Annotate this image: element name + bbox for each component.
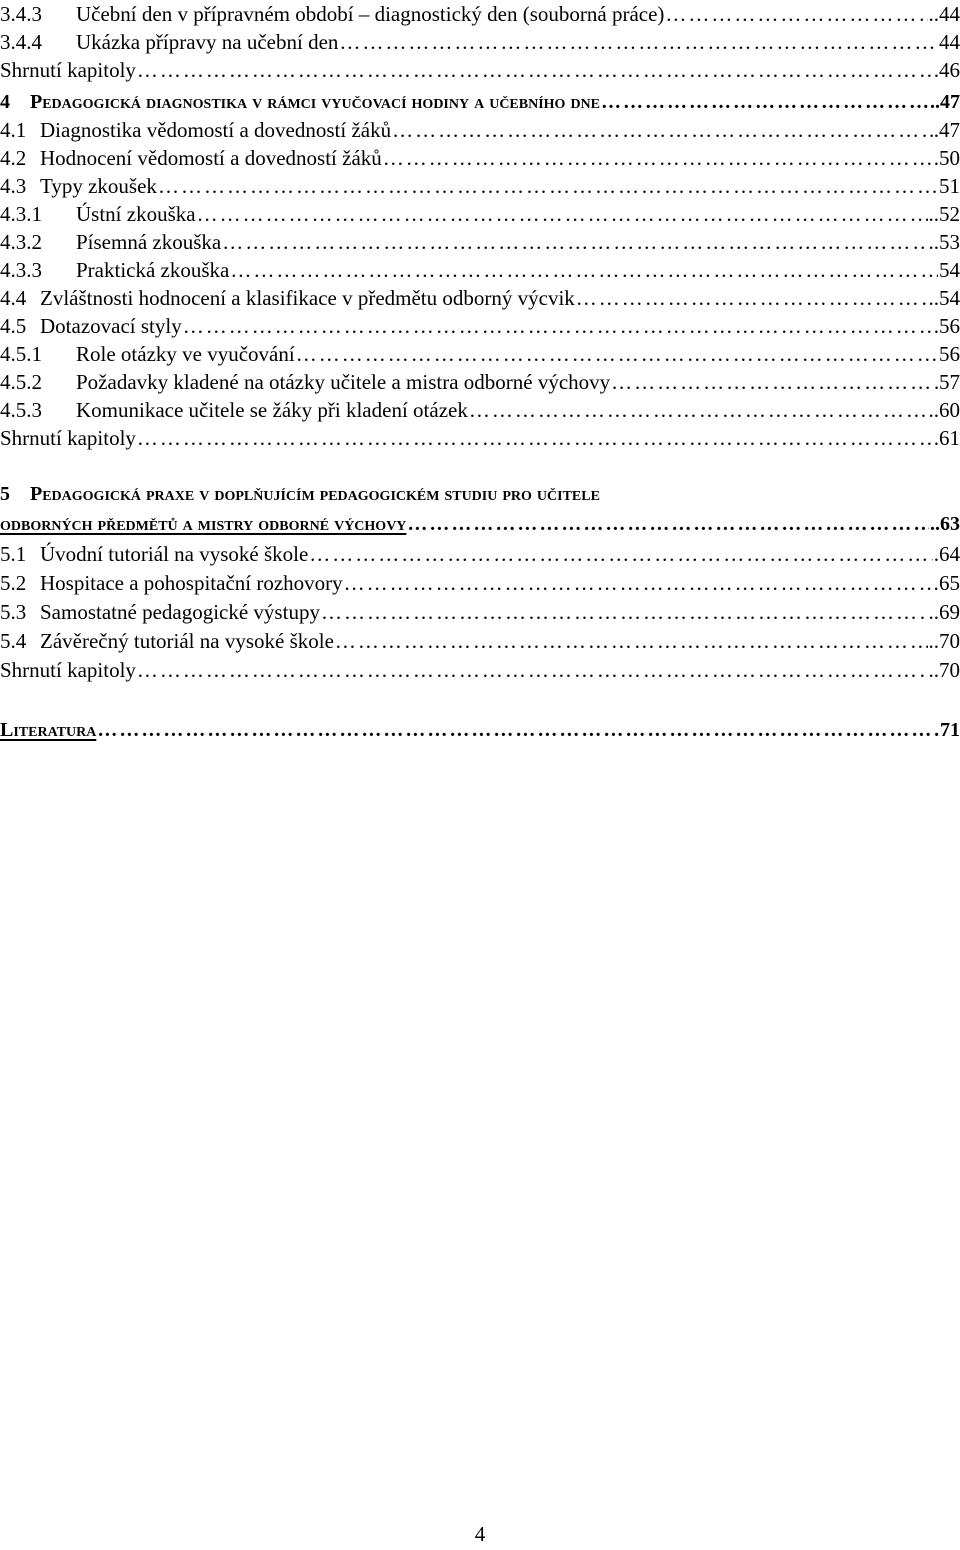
- toc-entry-4-5-1: [0, 340, 960, 368]
- entry-title: Dotazovací styly: [40, 314, 182, 338]
- entry-page: 61: [939, 426, 960, 450]
- entry-title: odborných předmětů a mistry odborné výchovy: [0, 513, 407, 535]
- entry-page: 51: [939, 174, 960, 198]
- entry-page: ..70: [928, 629, 960, 653]
- entry-number: 5.3: [0, 600, 27, 624]
- toc-entry-5-2: [0, 569, 960, 597]
- entry-page: 44: [939, 30, 960, 54]
- entry-title: Učební den v přípravném období – diagnostický den (souborná práce): [76, 2, 665, 26]
- dot-leader: [296, 340, 938, 368]
- entry-title: Role otázky ve vyučování: [76, 342, 295, 366]
- entry-title: Závěrečný tutoriál na vysoké škole: [40, 629, 334, 653]
- entry-page: 54: [939, 258, 960, 282]
- entry-number: 4.1: [0, 118, 27, 142]
- toc-entry-4-4: [0, 284, 960, 312]
- dot-leader: [335, 627, 928, 655]
- entry-number: 3.4.3: [0, 2, 42, 26]
- entry-page: 71: [940, 719, 960, 741]
- entry-title: Shrnutí kapitoly: [0, 426, 136, 450]
- entry-number: 4: [0, 91, 10, 113]
- dot-leader: [321, 598, 928, 626]
- entry-page: ..69: [928, 600, 960, 624]
- toc-entry-4-5: [0, 312, 960, 340]
- toc-entry-5-4: [0, 627, 960, 655]
- entry-page: ..52: [928, 202, 960, 226]
- toc-entry-summary-3: [0, 56, 960, 84]
- toc-entry-4-5-2: [0, 368, 960, 396]
- entry-page: .47: [933, 118, 960, 142]
- dot-leader: [339, 28, 938, 56]
- entry-title: Pedagogická praxe v doplňujícím pedagogickém studiu pro učitele: [30, 483, 600, 505]
- entry-page: 46: [939, 58, 960, 82]
- entry-title: Literatura: [0, 719, 97, 741]
- entry-title: Diagnostika vědomostí a dovedností žáků: [40, 118, 392, 142]
- toc-chapter-4: [0, 88, 960, 116]
- toc-entry-summary-5: [0, 656, 960, 684]
- entry-page: ..63: [930, 513, 960, 535]
- toc-chapter-5-line2: [0, 510, 960, 538]
- entry-number: 5: [0, 483, 10, 505]
- entry-title: Shrnutí kapitoly: [0, 658, 136, 682]
- entry-page: ..47: [930, 91, 960, 113]
- toc-entry-5-1: [0, 540, 960, 568]
- entry-number: 5.1: [0, 542, 27, 566]
- dot-leader: [392, 116, 933, 144]
- entry-number: 4.3: [0, 174, 27, 198]
- entry-number: 5.2: [0, 571, 27, 595]
- dot-leader: [383, 144, 933, 172]
- dot-leader: [197, 200, 928, 228]
- dot-leader: [601, 88, 929, 116]
- entry-page: 57: [939, 370, 960, 394]
- dot-leader: [309, 540, 932, 568]
- toc-entry-4-1: [0, 116, 960, 144]
- entry-number: 4.5.1: [0, 342, 42, 366]
- entry-title: Hodnocení vědomostí a dovedností žáků: [40, 146, 382, 170]
- toc-entry-4-3: [0, 172, 960, 200]
- entry-title: Samostatné pedagogické výstupy: [40, 600, 320, 624]
- entry-title: Ukázka přípravy na učební den: [76, 30, 339, 54]
- entry-page: 56: [939, 342, 960, 366]
- entry-title: Pedagogická diagnostika v rámci vyučovací hodiny a učebního dne: [30, 91, 601, 113]
- dot-leader: [230, 256, 938, 284]
- toc-literature: [0, 716, 960, 744]
- toc-entry-4-2: [0, 144, 960, 172]
- entry-page: .56: [933, 314, 960, 338]
- entry-number: 4.3.1: [0, 202, 42, 226]
- dot-leader: [576, 284, 928, 312]
- dot-leader: [344, 569, 938, 597]
- dot-leader: [137, 56, 938, 84]
- entry-page: .64: [933, 542, 960, 566]
- entry-page: ..60: [928, 398, 960, 422]
- entry-number: 5.4: [0, 629, 27, 653]
- entry-number: 4.5.2: [0, 370, 42, 394]
- entry-title: Zvláštnosti hodnocení a klasifikace v předmětu odborný výcvik: [40, 286, 575, 310]
- entry-number: 4.5.3: [0, 398, 42, 422]
- entry-page: ..44: [928, 2, 960, 26]
- dot-leader: [137, 656, 928, 684]
- entry-page: ..70: [928, 658, 960, 682]
- entry-title: Hospitace a pohospitační rozhovory: [40, 571, 343, 595]
- entry-page: 65: [939, 571, 960, 595]
- dot-leader: [97, 716, 939, 744]
- entry-number: 4.3.3: [0, 258, 42, 282]
- dot-leader: [137, 424, 938, 452]
- entry-number: 4.3.2: [0, 230, 42, 254]
- entry-title: Požadavky kladené na otázky učitele a mistra odborné výchovy: [76, 370, 611, 394]
- dot-leader: [469, 396, 928, 424]
- entry-title: Úvodní tutoriál na vysoké škole: [40, 542, 309, 566]
- entry-title: Typy zkoušek: [40, 174, 157, 198]
- toc-entry-summary-4: [0, 424, 960, 452]
- toc-entry-4-3-1: [0, 200, 960, 228]
- entry-title: Komunikace učitele se žáky při kladení otázek: [76, 398, 468, 422]
- entry-number: 4.5: [0, 314, 27, 338]
- entry-number: 3.4.4: [0, 30, 42, 54]
- dot-leader: [665, 0, 927, 28]
- entry-title: Ústní zkouška: [76, 202, 196, 226]
- entry-page: .50: [933, 146, 960, 170]
- dot-leader: [611, 368, 938, 396]
- dot-leader: [158, 172, 938, 200]
- toc-entry-3-4-4: [0, 28, 960, 56]
- entry-title: Praktická zkouška: [76, 258, 230, 282]
- toc-entry-5-3: [0, 598, 960, 626]
- entry-page: ..54: [928, 286, 960, 310]
- toc-entry-4-3-3: [0, 256, 960, 284]
- entry-number: 4.2: [0, 146, 27, 170]
- toc-entry-4-3-2: [0, 228, 960, 256]
- dot-leader: [222, 228, 927, 256]
- toc-chapter-5-line1: [0, 480, 960, 508]
- toc-entry-3-4-3: [0, 0, 960, 28]
- toc-entry-4-5-3: [0, 396, 960, 424]
- page-number: 4: [474, 1522, 486, 1546]
- entry-title: Písemná zkouška: [76, 230, 222, 254]
- entry-number: 4.4: [0, 286, 27, 310]
- entry-title: Shrnutí kapitoly: [0, 58, 136, 82]
- entry-page: ..53: [928, 230, 960, 254]
- dot-leader: [407, 510, 929, 538]
- dot-leader: [183, 312, 933, 340]
